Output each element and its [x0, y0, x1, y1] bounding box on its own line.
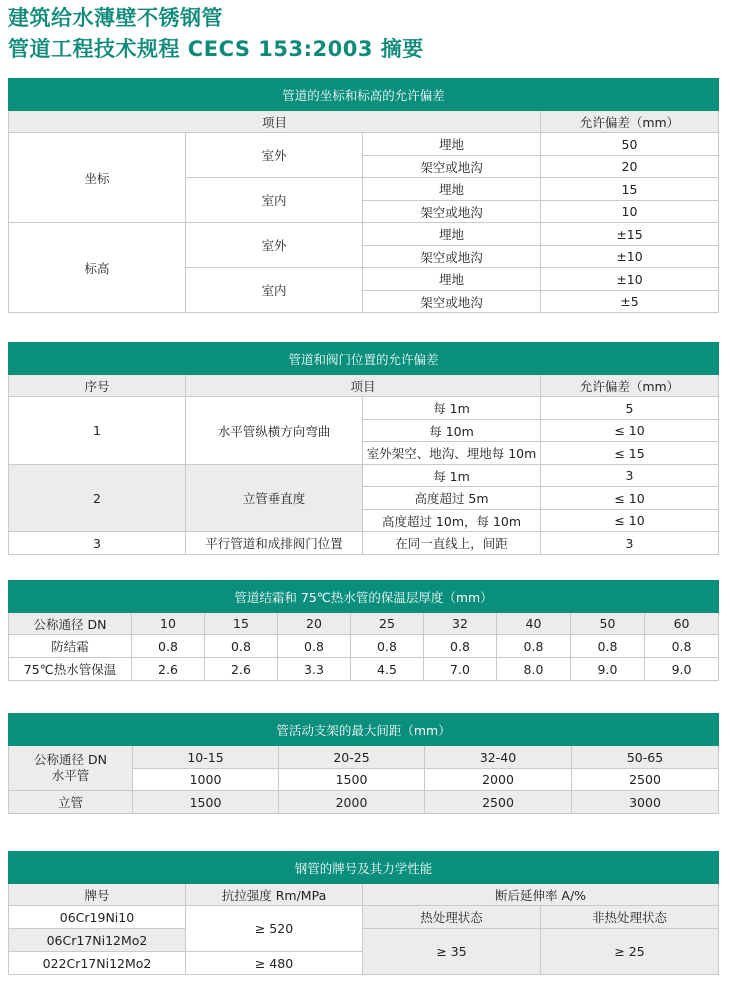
spacing-value: 1500: [133, 791, 279, 814]
header-number: 序号: [9, 375, 186, 397]
elongation-non-heat-treated: ≥ 25: [541, 929, 719, 975]
header-tensile-strength: 抗拉强度 Rm/MPa: [186, 884, 363, 906]
dn-range: 10-15: [133, 746, 279, 769]
spacing-value: 3000: [572, 791, 719, 814]
thickness-value: 0.8: [351, 635, 424, 658]
steel-grade-properties-table: [8, 851, 719, 975]
condition: 每 1m: [363, 397, 541, 420]
tolerance-value: 20: [541, 156, 719, 178]
thickness-value: 0.8: [205, 635, 278, 658]
condition: 每 1m: [363, 465, 541, 487]
method-buried: 埋地: [363, 133, 541, 156]
header-horizontal-pipe: 水平管: [51, 768, 90, 783]
thickness-value: 7.0: [424, 658, 497, 681]
header-dn-horizontal: [9, 746, 133, 791]
tolerance-value: 3: [541, 532, 719, 555]
tolerance-value: ≤ 10: [541, 487, 719, 510]
tensile-strength-value: ≥ 520: [186, 906, 363, 952]
spacing-value: 1500: [279, 769, 425, 791]
row-number: 2: [9, 465, 186, 532]
condition: 高度超过 5m: [363, 487, 541, 510]
spacing-value: 2000: [279, 791, 425, 814]
tolerance-value: 50: [541, 133, 719, 156]
condition: 每 10m: [363, 420, 541, 442]
condition: 室外架空、地沟、埋地每 10m: [363, 442, 541, 465]
thickness-value: 9.0: [645, 658, 719, 681]
thickness-value: 8.0: [497, 658, 571, 681]
table-title: 钢管的牌号及其力学性能: [9, 852, 719, 884]
tolerance-value: ±10: [541, 246, 719, 268]
method-buried: 埋地: [363, 268, 541, 291]
tolerance-value: ±10: [541, 268, 719, 291]
header-elongation: 断后延伸率 A/%: [363, 884, 719, 906]
row-item: 立管垂直度: [186, 465, 363, 532]
spacing-value: 2000: [425, 769, 572, 791]
row-number: 1: [9, 397, 186, 465]
grade: 022Cr17Ni12Mo2: [9, 952, 186, 975]
dn-value: 60: [645, 613, 719, 635]
grade: 06Cr17Ni12Mo2: [9, 929, 186, 952]
dn-value: 20: [278, 613, 351, 635]
tolerance-value: 5: [541, 397, 719, 420]
tolerance-value: ±15: [541, 223, 719, 246]
row-number: 3: [9, 532, 186, 555]
coordinate-elevation-table: [8, 78, 719, 313]
thickness-value: 9.0: [571, 658, 645, 681]
tolerance-value: 15: [541, 178, 719, 201]
heat-treated-label: 热处理状态: [363, 906, 541, 929]
page-title-line1: 建筑给水薄壁不锈钢管: [8, 6, 223, 30]
row-item: 平行管道和成排阀门位置: [186, 532, 363, 555]
location-outdoor: 室外: [186, 223, 363, 268]
dn-range: 32-40: [425, 746, 572, 769]
row-label-antifrost: 防结霜: [9, 635, 132, 658]
dn-value: 10: [132, 613, 205, 635]
thickness-value: 3.3: [278, 658, 351, 681]
method-buried: 埋地: [363, 178, 541, 201]
non-heat-treated-label: 非热处理状态: [541, 906, 719, 929]
dn-value: 40: [497, 613, 571, 635]
tolerance-value: ≤ 10: [541, 420, 719, 442]
table-title: 管道结霜和 75℃热水管的保温层厚度（mm）: [9, 581, 719, 613]
spacing-value: 2500: [425, 791, 572, 814]
condition: 在同一直线上，间距: [363, 532, 541, 555]
header-nominal-diameter: 公称通径 DN: [34, 752, 107, 767]
dn-value: 50: [571, 613, 645, 635]
location-outdoor: 室外: [186, 133, 363, 178]
method-overhead: 架空或地沟: [363, 246, 541, 268]
spacing-value: 2500: [572, 769, 719, 791]
location-indoor: 室内: [186, 268, 363, 313]
thickness-value: 0.8: [497, 635, 571, 658]
tolerance-value: ≤ 15: [541, 442, 719, 465]
thickness-value: 0.8: [424, 635, 497, 658]
row-item: 水平管纵横方向弯曲: [186, 397, 363, 465]
elongation-heat-treated: ≥ 35: [363, 929, 541, 975]
method-overhead: 架空或地沟: [363, 156, 541, 178]
dn-value: 25: [351, 613, 424, 635]
group-elevation: 标高: [9, 223, 186, 313]
header-tolerance: 允许偏差（mm）: [541, 111, 719, 133]
method-buried: 埋地: [363, 223, 541, 246]
thickness-value: 2.6: [132, 658, 205, 681]
dn-range: 50-65: [572, 746, 719, 769]
insulation-thickness-table: [8, 580, 719, 681]
header-nominal-diameter: 公称通径 DN: [9, 613, 132, 635]
thickness-value: 0.8: [132, 635, 205, 658]
thickness-value: 0.8: [278, 635, 351, 658]
pipe-valve-position-table: [8, 342, 719, 555]
table-title: 管道和阀门位置的允许偏差: [9, 343, 719, 375]
dn-value: 32: [424, 613, 497, 635]
tensile-strength-value: ≥ 480: [186, 952, 363, 975]
header-item: 项目: [9, 111, 541, 133]
thickness-value: 0.8: [645, 635, 719, 658]
thickness-value: 4.5: [351, 658, 424, 681]
spacing-value: 1000: [133, 769, 279, 791]
page-title-line2: 管道工程技术规程 CECS 153:2003 摘要: [8, 37, 424, 61]
header-grade: 牌号: [9, 884, 186, 906]
location-indoor: 室内: [186, 178, 363, 223]
row-label-vertical-pipe: 立管: [9, 791, 133, 814]
tolerance-value: 3: [541, 465, 719, 487]
method-overhead: 架空或地沟: [363, 201, 541, 223]
group-coordinate: 坐标: [9, 133, 186, 223]
condition: 高度超过 10m，每 10m: [363, 510, 541, 532]
header-item: 项目: [186, 375, 541, 397]
grade: 06Cr19Ni10: [9, 906, 186, 929]
row-label-hot-water: 75℃热水管保温: [9, 658, 132, 681]
dn-value: 15: [205, 613, 278, 635]
method-overhead: 架空或地沟: [363, 291, 541, 313]
thickness-value: 2.6: [205, 658, 278, 681]
support-spacing-table: [8, 713, 719, 814]
dn-range: 20-25: [279, 746, 425, 769]
tolerance-value: ±5: [541, 291, 719, 313]
tolerance-value: 10: [541, 201, 719, 223]
header-tolerance: 允许偏差（mm）: [541, 375, 719, 397]
table-title: 管道的坐标和标高的允许偏差: [9, 79, 719, 111]
thickness-value: 0.8: [571, 635, 645, 658]
table-title: 管活动支架的最大间距（mm）: [9, 714, 719, 746]
tolerance-value: ≤ 10: [541, 510, 719, 532]
